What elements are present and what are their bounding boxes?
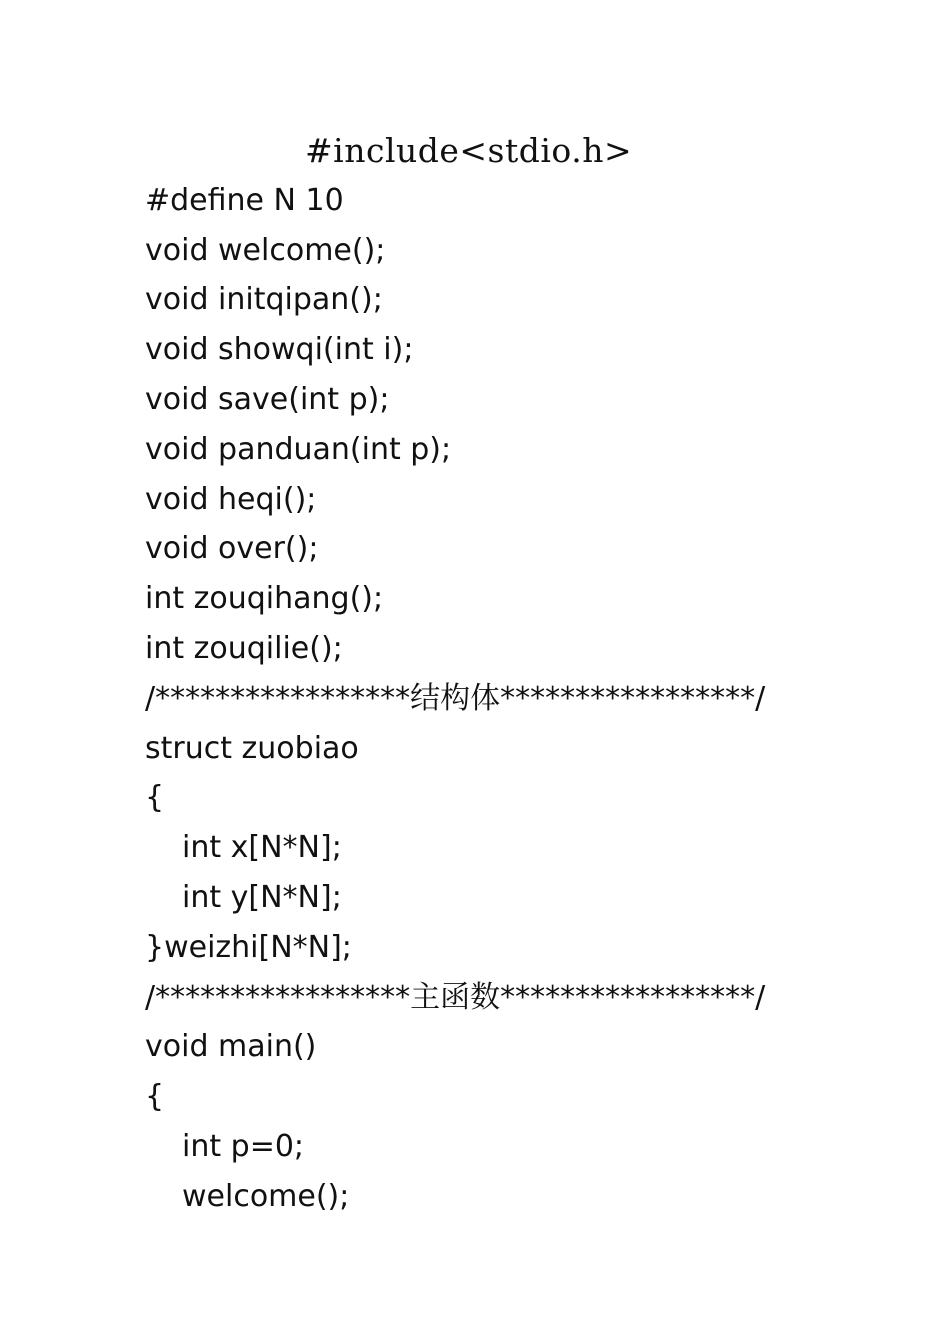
struct-field-y: int y[N*N];: [182, 879, 342, 915]
declaration-over: void over();: [145, 531, 319, 567]
struct-open-brace: {: [145, 780, 165, 816]
struct-section-comment: /*****************结构体*****************/: [145, 680, 766, 716]
main-open-brace: {: [145, 1079, 165, 1115]
struct-field-x: int x[N*N];: [182, 830, 342, 866]
declaration-initqipan: void initqipan();: [145, 282, 383, 318]
declaration-zouqihang: int zouqihang();: [145, 581, 384, 617]
struct-close-line: }weizhi[N*N];: [145, 929, 352, 965]
declaration-heqi: void heqi();: [145, 481, 317, 517]
struct-declaration: struct zuobiao: [145, 730, 359, 766]
define-line: #define N 10: [145, 182, 344, 218]
main-variable-p: int p=0;: [182, 1128, 305, 1164]
declaration-zouqilie: int zouqilie();: [145, 630, 343, 666]
declaration-showqi: void showqi(int i);: [145, 332, 414, 368]
code-block: [145, 126, 845, 1222]
main-welcome-call: welcome();: [182, 1178, 350, 1214]
main-section-comment: /*****************主函数*****************/: [145, 979, 766, 1015]
declaration-panduan: void panduan(int p);: [145, 431, 452, 467]
include-line: #include<stdio.h>: [305, 131, 633, 170]
main-function-signature: void main(): [145, 1029, 317, 1065]
declaration-welcome: void welcome();: [145, 232, 386, 268]
declaration-save: void save(int p);: [145, 381, 390, 417]
